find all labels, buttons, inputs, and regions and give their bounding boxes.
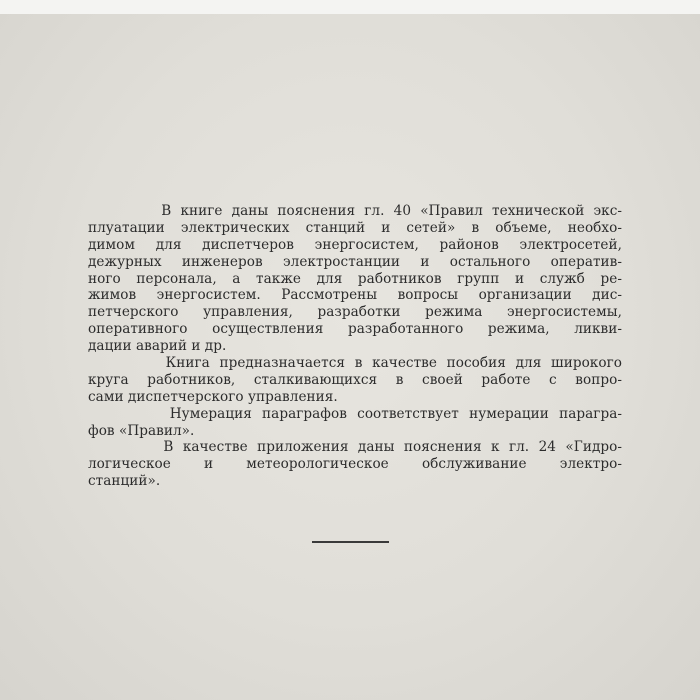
section-divider-line (312, 541, 389, 543)
paragraph-2 (88, 355, 622, 406)
text-line: В книге даны пояснения гл. 40 «Правил технической экс- (88, 203, 622, 219)
text-line: дации аварий и др. (88, 338, 227, 355)
text-line: ного персонала, а также для работников групп и служб ре- (88, 270, 622, 287)
text-line: логическое и метеорологическое обслуживание электро- (88, 456, 622, 473)
text-line: сами диспетчерского управления. (88, 388, 338, 405)
page-top-edge (0, 0, 700, 14)
text-line: станций». (88, 473, 161, 490)
text-line: жимов энергосистем. Рассмотрены вопросы организации дис- (88, 287, 622, 304)
paragraph-3 (88, 406, 622, 440)
paragraph-4 (88, 439, 622, 490)
text-line: круга работников, сталкивающихся в своей работе с вопро- (88, 371, 622, 388)
text-line: дежурных инженеров электростанции и остального оператив- (88, 253, 622, 270)
text-line: Нумерация параграфов соответствует нумерации парагра- (88, 405, 622, 422)
text-line: петчерского управления, разработки режима энергосистемы, (88, 304, 622, 321)
paragraph-1 (88, 203, 622, 355)
text-line: плуатации электрических станций и сетей» в объеме, необхо- (88, 219, 622, 236)
text-line: Книга предназначается в качестве пособия для широкого (88, 355, 622, 372)
text-line: фов «Правил». (88, 422, 195, 439)
text-line: оперативного осуществления разработанного режима, ликви- (88, 321, 622, 338)
text-line: димом для диспетчеров энергосистем, районов электросетей, (88, 236, 622, 253)
annotation-text (88, 203, 622, 490)
text-line: В качестве приложения даны пояснения к гл. 24 «Гидро- (88, 439, 622, 456)
